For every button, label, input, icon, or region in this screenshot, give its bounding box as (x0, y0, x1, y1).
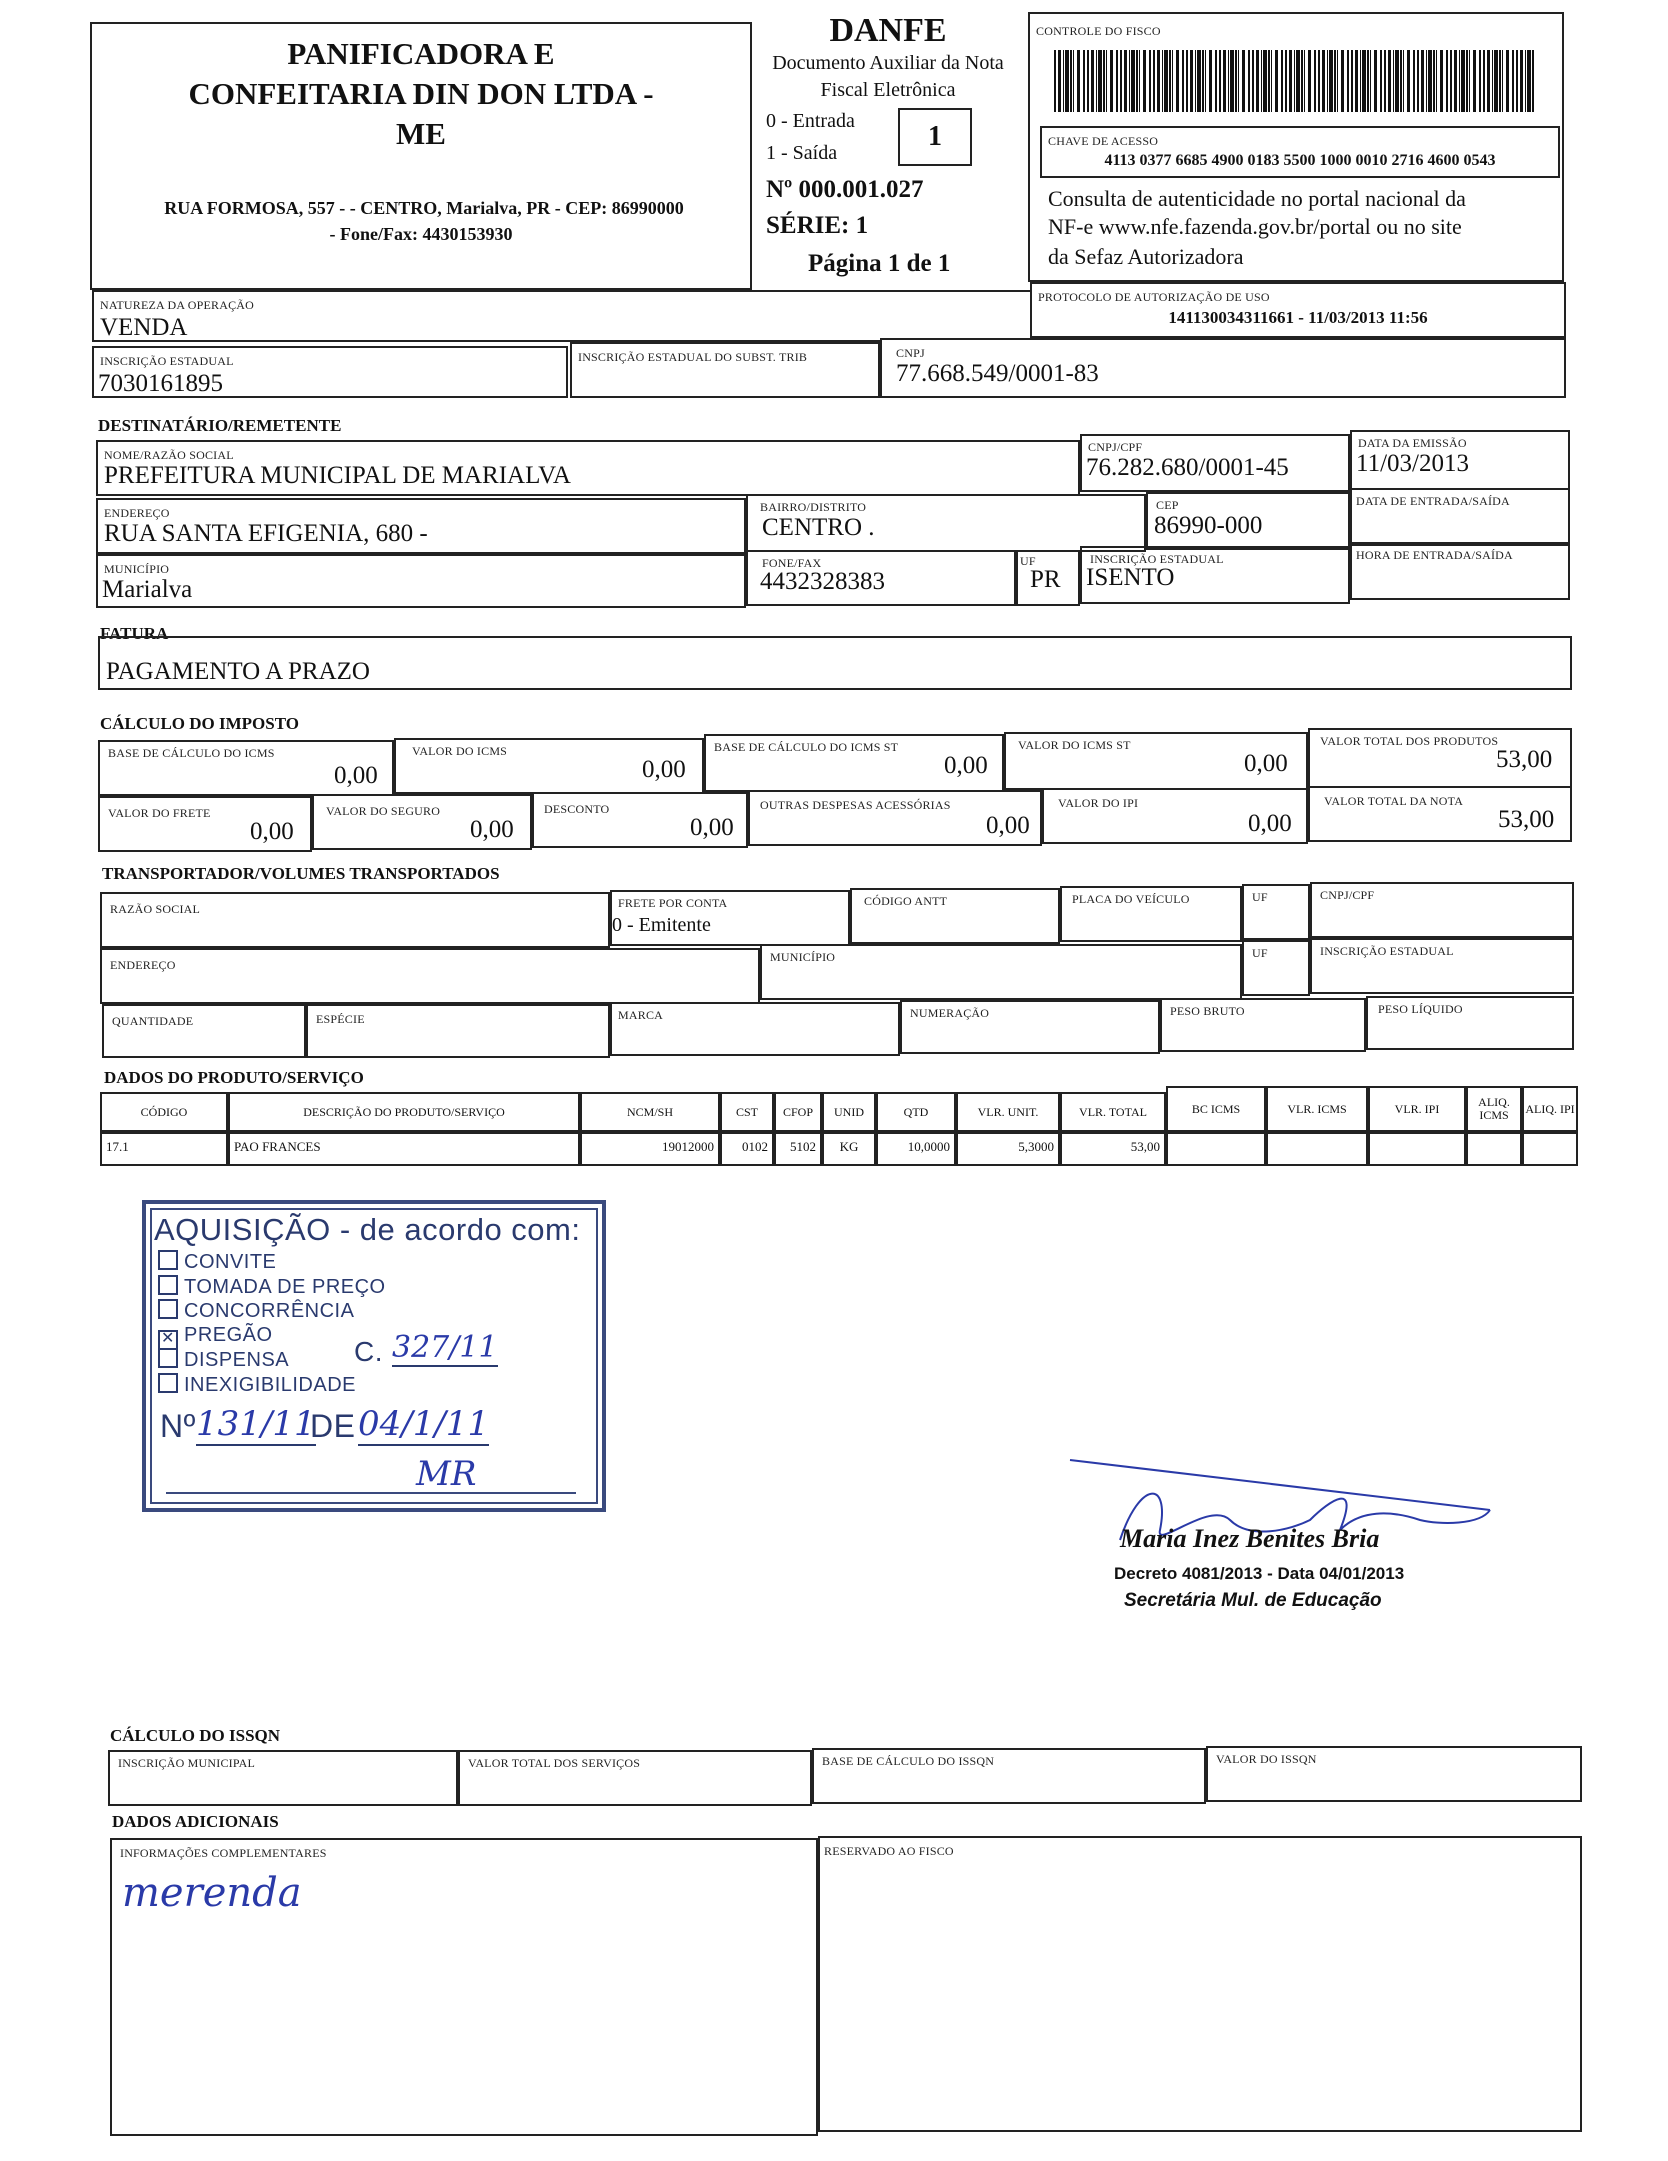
barcode-bar (1205, 50, 1206, 112)
total-nota-label: VALOR TOTAL DA NOTA (1324, 794, 1464, 808)
barcode-bar (1492, 50, 1493, 112)
dest-municipio-label: MUNICÍPIO (104, 562, 170, 576)
dest-ie-value: ISENTO (1086, 564, 1175, 591)
product-header-cell: VLR. IPI (1368, 1086, 1466, 1132)
dest-fone-label: FONE/FAX (762, 556, 822, 570)
product-cell: 17.1 (100, 1132, 228, 1166)
barcode-bar (1450, 50, 1452, 112)
base-st-label: BASE DE CÁLCULO DO ICMS ST (714, 740, 899, 754)
dest-cep-value: 86990-000 (1154, 512, 1263, 539)
barcode-bar (1370, 50, 1371, 112)
info-compl-handwritten: merenda (122, 1870, 302, 1916)
stamp-de-label: DE (310, 1408, 356, 1444)
total-nota-value: 53,00 (1498, 806, 1555, 833)
barcode-bar (1120, 50, 1122, 112)
product-cell: KG (822, 1132, 876, 1166)
signer-decreto: Decreto 4081/2013 - Data 04/01/2013 (1114, 1564, 1405, 1583)
product-header-cell: NCM/SH (580, 1092, 720, 1132)
barcode-bar (1261, 50, 1262, 112)
barcode-bar (1077, 50, 1080, 112)
barcode-bar (1502, 50, 1503, 112)
signer-name: Maria Inez Benites Bria (1120, 1524, 1380, 1553)
fatura-value: PAGAMENTO A PRAZO (106, 658, 370, 685)
barcode-bar (1301, 50, 1303, 112)
ie-value: 7030161895 (98, 370, 223, 397)
barcode-bar (1182, 50, 1184, 112)
adicionais-section: DADOS ADICIONAIS (112, 1812, 279, 1831)
barcode-bar (1341, 50, 1344, 112)
total-prod-label: VALOR TOTAL DOS PRODUTOS (1320, 734, 1499, 748)
valor-st-label: VALOR DO ICMS ST (1018, 738, 1131, 752)
barcode-bar (1318, 50, 1320, 112)
product-cell (1166, 1132, 1266, 1166)
checkbox-icon (158, 1348, 178, 1368)
imposto-section: CÁLCULO DO IMPOSTO (100, 714, 299, 733)
dest-entrada-label: DATA DE ENTRADA/SAÍDA (1356, 494, 1510, 508)
barcode-bar (1337, 50, 1338, 112)
barcode-bar (1512, 50, 1514, 112)
signer-cargo: Secretária Mul. de Educação (1124, 1590, 1382, 1611)
desconto-value: 0,00 (690, 814, 734, 841)
consulta-line2: NF-e www.nfe.fazenda.gov.br/portal ou no site (1048, 214, 1462, 239)
barcode-bar (1215, 50, 1217, 112)
checkbox-icon (158, 1250, 178, 1270)
reservado-cell (818, 1836, 1582, 2132)
barcode-bar (1516, 50, 1518, 112)
barcode-bar (1384, 50, 1386, 112)
produtos-section: DADOS DO PRODUTO/SERVIÇO (104, 1068, 364, 1087)
barcode-bar (1202, 50, 1204, 112)
barcode-bar (1248, 50, 1250, 112)
product-cell (1266, 1132, 1368, 1166)
dest-nome-label: NOME/RAZÃO SOCIAL (104, 448, 234, 462)
barcode-bar (1499, 50, 1501, 112)
info-compl-label: INFORMAÇÕES COMPLEMENTARES (120, 1846, 327, 1860)
consulta-line3: da Sefaz Autorizadora (1048, 244, 1244, 269)
product-header-cell: CFOP (774, 1092, 822, 1132)
barcode-bar (1124, 50, 1127, 112)
issqn-total-label: VALOR TOTAL DOS SERVIÇOS (468, 1756, 641, 1770)
transp-numeracao-label: NUMERAÇÃO (910, 1006, 990, 1020)
issqn-im-label: INSCRIÇÃO MUNICIPAL (118, 1756, 256, 1770)
natureza-label: NATUREZA DA OPERAÇÃO (100, 298, 255, 312)
barcode-bar (1296, 50, 1300, 112)
barcode-bar (1197, 50, 1201, 112)
product-header-cell: VLR. TOTAL (1060, 1092, 1166, 1132)
destinatario-section: DESTINATÁRIO/REMETENTE (98, 416, 342, 435)
danfe-serie: SÉRIE: 1 (766, 212, 869, 239)
danfe-saida: 1 - Saída (766, 142, 838, 164)
dest-bairro-label: BAIRRO/DISTRITO (760, 500, 867, 514)
product-header-cell: VLR. ICMS (1266, 1086, 1368, 1132)
product-cell: 10,0000 (876, 1132, 956, 1166)
barcode-bar (1483, 50, 1485, 112)
product-header-cell: BC ICMS (1166, 1086, 1266, 1132)
barcode-bar (1219, 50, 1221, 112)
stamp-option (158, 1299, 354, 1323)
barcode-bar (1454, 50, 1457, 112)
barcode-bar (1157, 50, 1160, 112)
barcode-bar (1153, 50, 1155, 112)
barcode-bar (1380, 50, 1382, 112)
barcode-bar (1256, 50, 1259, 112)
barcode-bar (1327, 50, 1328, 112)
barcode-bar (1230, 50, 1234, 112)
barcode-bar (1446, 50, 1448, 112)
issqn-valor-label: VALOR DO ISSQN (1216, 1752, 1317, 1766)
barcode-bar (1162, 50, 1163, 112)
barcode-bar (1176, 50, 1179, 112)
stamp-option-label: DISPENSA (184, 1349, 290, 1371)
barcode-bar (1466, 50, 1468, 112)
consulta-line1: Consulta de autenticidade no portal nacional da (1048, 186, 1466, 211)
frete-label: VALOR DO FRETE (108, 806, 211, 820)
emitente-address: RUA FORMOSA, 557 - - CENTRO, Marialva, PR - CEP: 86990000 (164, 198, 684, 218)
barcode-bar (1065, 50, 1069, 112)
stamp-c-label: C. (354, 1336, 383, 1367)
total-prod-value: 53,00 (1496, 746, 1553, 773)
danfe-numero: Nº 000.001.027 (766, 176, 924, 203)
barcode-bar (1281, 50, 1283, 112)
outras-value: 0,00 (986, 812, 1030, 839)
barcode-bar (1407, 50, 1410, 112)
seguro-value: 0,00 (470, 816, 514, 843)
product-cell: 19012000 (580, 1132, 720, 1166)
transp-uf2-label: UF (1252, 946, 1268, 960)
danfe-pagina: Página 1 de 1 (808, 250, 951, 277)
barcode-bar (1223, 50, 1226, 112)
issqn-section: CÁLCULO DO ISSQN (110, 1726, 281, 1745)
stamp-c-value: 327/11 (392, 1330, 498, 1365)
emitente-name-line1: PANIFICADORA E (287, 36, 555, 71)
barcode-bar (1314, 50, 1316, 112)
transp-razao-label: RAZÃO SOCIAL (110, 902, 201, 916)
barcode-bar (1413, 50, 1415, 112)
transp-peso-bruto-label: PESO BRUTO (1170, 1004, 1245, 1018)
danfe-tipo-box: 1 (898, 108, 972, 166)
dest-emissao-label: DATA DA EMISSÃO (1358, 436, 1467, 450)
barcode-bar (1351, 50, 1353, 112)
barcode-bar (1355, 50, 1358, 112)
ipi-label: VALOR DO IPI (1058, 796, 1139, 810)
seguro-label: VALOR DO SEGURO (326, 804, 441, 818)
barcode-bar (1054, 50, 1056, 112)
transp-frete-value: 0 - Emitente (612, 914, 711, 936)
barcode-bar (1347, 50, 1349, 112)
barcode-bar (1136, 50, 1138, 112)
barcode-bar (1461, 50, 1465, 112)
product-cell: 53,00 (1060, 1132, 1166, 1166)
transp-marca-label: MARCA (618, 1008, 664, 1022)
transp-especie-label: ESPÉCIE (316, 1012, 365, 1026)
emitente-phone: - Fone/Fax: 4430153930 (329, 224, 513, 244)
transp-antt-label: CÓDIGO ANTT (864, 894, 948, 908)
controle-fisco-label: CONTROLE DO FISCO (1036, 24, 1161, 38)
product-cell (1466, 1132, 1522, 1166)
product-cell (1522, 1132, 1578, 1166)
product-header-cell: VLR. UNIT. (956, 1092, 1060, 1132)
barcode-bar (1169, 50, 1171, 112)
barcode-bar (1106, 50, 1107, 112)
frete-value: 0,00 (250, 818, 294, 845)
barcode-bar (1073, 50, 1074, 112)
barcode-bar (1360, 50, 1361, 112)
product-cell (1368, 1132, 1466, 1166)
barcode-bar (1098, 50, 1102, 112)
dest-municipio-cell (96, 554, 746, 608)
product-cell: 5,3000 (956, 1132, 1060, 1166)
barcode-bar (1308, 50, 1311, 112)
barcode-bar (1172, 50, 1173, 112)
barcode-bar (1195, 50, 1196, 112)
danfe-subtitle1: Documento Auxiliar da Nota (772, 52, 1004, 74)
checkbox-icon (158, 1299, 178, 1319)
dest-bairro-value: CENTRO . (762, 514, 875, 541)
stamp-option-label: CONVITE (184, 1251, 277, 1273)
barcode-bar (1525, 50, 1526, 112)
barcode-bar (1506, 50, 1509, 112)
barcode-bar (1091, 50, 1094, 112)
barcode-bar (1110, 50, 1113, 112)
barcode-bar (1268, 50, 1270, 112)
valor-st-value: 0,00 (1244, 750, 1288, 777)
barcode-bar (1149, 50, 1151, 112)
emitente-name-line3: ME (396, 116, 446, 151)
barcode-bar (1242, 50, 1245, 112)
barcode-bar (1139, 50, 1140, 112)
transporte-section: TRANSPORTADOR/VOLUMES TRANSPORTADOS (102, 864, 500, 883)
cnpj-emit-label: CNPJ (896, 346, 925, 360)
transp-placa-label: PLACA DO VEÍCULO (1072, 892, 1190, 906)
product-cell: 5102 (774, 1132, 822, 1166)
reservado-label: RESERVADO AO FISCO (824, 1844, 954, 1858)
cnpj-emit-value: 77.668.549/0001-83 (896, 360, 1099, 387)
transp-uf-label: UF (1252, 890, 1268, 904)
dest-cep-label: CEP (1156, 498, 1179, 512)
dest-endereco-value: RUA SANTA EFIGENIA, 680 - (104, 520, 428, 547)
transp-quantidade-cell (102, 1004, 306, 1058)
product-cell: 0102 (720, 1132, 774, 1166)
barcode-bar (1096, 50, 1097, 112)
barcode-bar (1252, 50, 1254, 112)
product-header-cell: UNID (822, 1092, 876, 1132)
protocolo-value: 141130034311661 - 11/03/2013 11:56 (1168, 308, 1428, 327)
dest-emissao-value: 11/03/2013 (1356, 450, 1469, 477)
product-header-cell: CST (720, 1092, 774, 1132)
checked-box-icon: ✕ (158, 1330, 178, 1350)
danfe-subtitle2: Fiscal Eletrônica (820, 79, 956, 101)
emitente-name-line2: CONFEITARIA DIN DON LTDA - (188, 76, 654, 111)
barcode-bar (1322, 50, 1325, 112)
barcode-bar (1235, 50, 1237, 112)
product-header-cell: QTD (876, 1092, 956, 1132)
stamp-option-label: INEXIGIBILIDADE (184, 1373, 356, 1396)
barcode-bar (1367, 50, 1369, 112)
transp-municipio-label: MUNICÍPIO (770, 950, 836, 964)
barcode-bar (1129, 50, 1130, 112)
issqn-base-label: BASE DE CÁLCULO DO ISSQN (822, 1754, 995, 1768)
ie-label: INSCRIÇÃO ESTADUAL (100, 354, 234, 368)
stamp-option (158, 1250, 276, 1274)
transp-endereco-cell (100, 948, 760, 1004)
product-header-cell: ALIQ. IPI (1522, 1086, 1578, 1132)
transp-frete-label: FRETE POR CONTA (618, 896, 728, 910)
chave-acesso-value: 4113 0377 6685 4900 0183 5500 1000 0010 2716 4600 0543 (1104, 152, 1496, 169)
danfe-entrada: 0 - Entrada (766, 110, 855, 132)
transp-endereco-label: ENDEREÇO (110, 958, 176, 972)
desconto-label: DESCONTO (544, 802, 610, 816)
barcode-bar (1487, 50, 1490, 112)
barcode-bar (1527, 50, 1531, 112)
barcode-bar (1417, 50, 1419, 112)
barcode-bar (1238, 50, 1239, 112)
dest-cnpj-label: CNPJ/CPF (1088, 440, 1143, 454)
barcode-bar (1063, 50, 1064, 112)
outras-label: OUTRAS DESPESAS ACESSÓRIAS (760, 798, 951, 812)
barcode-bar (1143, 50, 1146, 112)
chave-acesso-label: CHAVE DE ACESSO (1048, 134, 1159, 148)
product-header-cell: DESCRIÇÃO DO PRODUTO/SERVIÇO (228, 1092, 580, 1132)
barcode-bar (1087, 50, 1089, 112)
transp-peso-liquido-label: PESO LÍQUIDO (1378, 1002, 1463, 1016)
dest-uf-label: UF (1020, 554, 1036, 568)
barcode-bar (1433, 50, 1435, 112)
fatura-section: FATURA (100, 624, 169, 643)
barcode-bar (1334, 50, 1336, 112)
stamp-option-label: TOMADA DE PREÇO (184, 1275, 386, 1298)
stamp-no-value: 131/11 (196, 1404, 316, 1444)
barcode-bar (1473, 50, 1476, 112)
stamp-option (158, 1324, 273, 1350)
barcode-bar (1403, 50, 1404, 112)
stamp-option (158, 1348, 289, 1372)
barcode-bar (1209, 50, 1212, 112)
barcode-bar (1426, 50, 1427, 112)
checkbox-icon (158, 1275, 178, 1295)
base-st-value: 0,00 (944, 752, 988, 779)
barcode (1054, 50, 1538, 112)
barcode-bar (1228, 50, 1229, 112)
barcode-bar (1479, 50, 1481, 112)
barcode-bar (1083, 50, 1085, 112)
barcode-bar (1304, 50, 1305, 112)
transp-razao-cell (100, 892, 610, 948)
dest-fone-value: 4432328383 (760, 568, 885, 595)
valor-icms-value: 0,00 (642, 756, 686, 783)
stamp-no-label: Nº (160, 1408, 196, 1444)
barcode-bar (1263, 50, 1267, 112)
stamp-option (158, 1275, 386, 1299)
stamp-option (158, 1373, 356, 1397)
natureza-value: VENDA (100, 314, 188, 341)
barcode-bar (1190, 50, 1193, 112)
barcode-bar (1440, 50, 1443, 112)
barcode-bar (1395, 50, 1399, 112)
barcode-bar (1494, 50, 1498, 112)
stamp-option-label: PREGÃO (184, 1323, 273, 1346)
checkbox-icon (158, 1373, 178, 1393)
barcode-bar (1294, 50, 1295, 112)
barcode-bar (1532, 50, 1534, 112)
stamp-initials: MR (416, 1454, 477, 1494)
barcode-bar (1116, 50, 1118, 112)
transp-cnpj-label: CNPJ/CPF (1320, 888, 1375, 902)
base-icms-label: BASE DE CÁLCULO DO ICMS (108, 746, 275, 760)
barcode-bar (1374, 50, 1377, 112)
protocolo-label: PROTOCOLO DE AUTORIZAÇÃO DE USO (1038, 290, 1270, 304)
dest-municipio-value: Marialva (102, 576, 193, 603)
barcode-bar (1285, 50, 1287, 112)
dest-nome-value: PREFEITURA MUNICIPAL DE MARIALVA (104, 462, 571, 489)
barcode-bar (1520, 50, 1523, 112)
barcode-bar (1329, 50, 1333, 112)
barcode-bar (1271, 50, 1272, 112)
dest-cnpj-value: 76.282.680/0001-45 (1086, 454, 1289, 481)
product-header-cell: CÓDIGO (100, 1092, 228, 1132)
dest-uf-value: PR (1030, 566, 1061, 593)
barcode-bar (1289, 50, 1292, 112)
barcode-bar (1164, 50, 1168, 112)
barcode-bar (1070, 50, 1072, 112)
barcode-bar (1421, 50, 1424, 112)
stamp-de-value: 04/1/11 (358, 1404, 490, 1444)
barcode-bar (1393, 50, 1394, 112)
dest-hora-label: HORA DE ENTRADA/SAÍDA (1356, 548, 1513, 562)
stamp-signature-line (166, 1492, 576, 1494)
barcode-bar (1428, 50, 1432, 112)
barcode-bar (1186, 50, 1188, 112)
dest-endereco-label: ENDEREÇO (104, 506, 170, 520)
barcode-bar (1103, 50, 1105, 112)
transp-ie-label: INSCRIÇÃO ESTADUAL (1320, 944, 1454, 958)
barcode-bar (1388, 50, 1391, 112)
stamp-option-label: CONCORRÊNCIA (184, 1300, 355, 1322)
barcode-bar (1058, 50, 1061, 112)
barcode-bar (1362, 50, 1366, 112)
product-cell: PAO FRANCES (228, 1132, 580, 1166)
product-header-cell: ALIQ. ICMS (1466, 1086, 1522, 1132)
barcode-bar (1436, 50, 1437, 112)
dest-ie-label: INSCRIÇÃO ESTADUAL (1090, 552, 1224, 566)
ipi-value: 0,00 (1248, 810, 1292, 837)
barcode-bar (1459, 50, 1460, 112)
valor-icms-label: VALOR DO ICMS (412, 744, 508, 758)
stamp-title: AQUISIÇÃO - de acordo com: (154, 1212, 581, 1247)
transp-quantidade-label: QUANTIDADE (112, 1014, 194, 1028)
base-icms-value: 0,00 (334, 762, 378, 789)
barcode-bar (1131, 50, 1135, 112)
barcode-bar (1469, 50, 1470, 112)
danfe-title: DANFE (829, 12, 947, 49)
barcode-bar (1400, 50, 1402, 112)
ie-st-label: INSCRIÇÃO ESTADUAL DO SUBST. TRIB (578, 350, 808, 364)
barcode-bar (1275, 50, 1278, 112)
